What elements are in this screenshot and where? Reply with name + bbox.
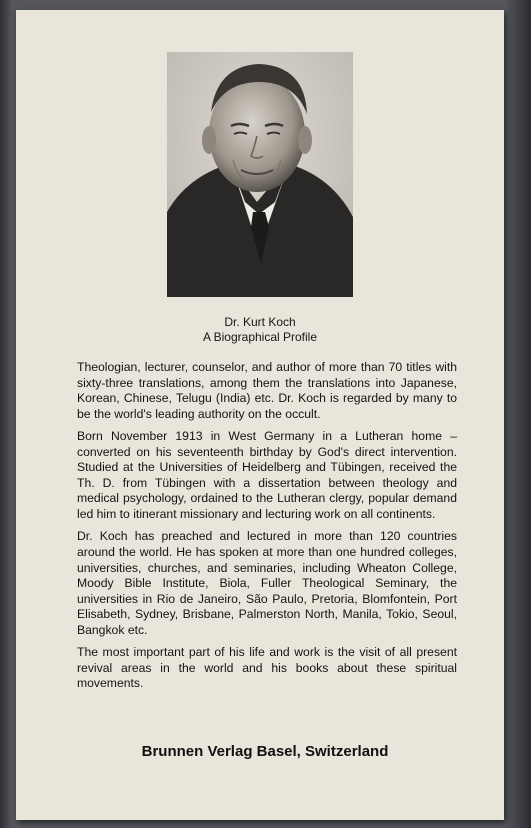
photo-caption [150,315,370,345]
paragraph-revival: The most important part of his life and work is the visit of all present revival areas in the world and his books about these spiritual movements. [77,645,457,691]
author-name: Dr. Kurt Koch [224,315,296,329]
author-portrait-photo [167,52,353,297]
paragraph-early-life: Born November 1913 in West Germany in a Lutheran home – converted on his seventeenth birthday by God's direct intervention. Studied at the Universities of Heidelberg and Tübingen, received the Th. D. from Tübingen with a dissertation between theology and medical psychology, ordained to the Lutheran clergy, popular demand led him to itinerant missionary and lecturing work on all continents. [77,429,457,521]
publisher-line: Brunnen Verlag Basel, Switzerland [141,743,389,760]
paragraph-intro: Theologian, lecturer, counselor, and author of more than 70 titles with sixty-three translations, among them the translations into Japanese, Korean, Chinese, Telugu (India) etc. Dr. Koch is regarded by many to be the world's leading authority on the occult. [77,360,457,421]
paragraph-ministry: Dr. Koch has preached and lectured in more than 120 countries around the world. He has spoken at more than one hundred colleges, universities, churches, and seminaries, including Wheaton College, Moody Bible Institute, Biola, Fuller Theological Seminary, the universities in Rio de Janeiro, São Paulo, Pretoria, Blomfontein, Port Elisabeth, Sydney, Brisbane, Palmerston North, Manila, Tokio, Seoul, Bangkok etc. [77,529,457,637]
caption-subtitle: A Biographical Profile [202,330,318,344]
biography-text [77,360,457,692]
portrait-image [167,52,353,297]
